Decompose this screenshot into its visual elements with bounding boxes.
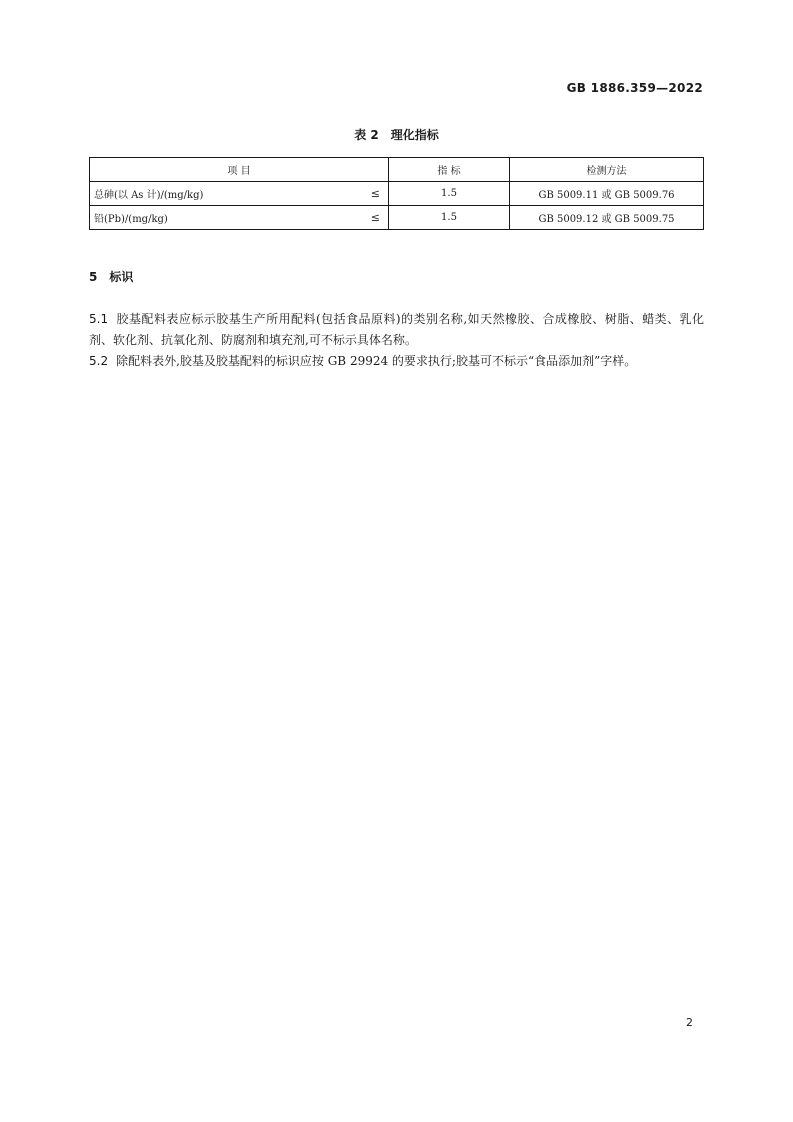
column-header-index: 指 标	[389, 158, 510, 182]
section-heading	[89, 268, 133, 285]
row-index-value: 1.5	[389, 182, 510, 206]
row-item-cell	[90, 182, 389, 206]
table-caption-title: 理化指标	[390, 128, 439, 142]
less-equal-symbol: ≤	[370, 211, 380, 224]
row-test-method: GB 5009.12 或 GB 5009.75	[510, 206, 704, 230]
page-number: 2	[686, 1016, 693, 1029]
column-header-method: 检测方法	[510, 158, 704, 182]
table-row	[90, 206, 704, 230]
less-equal-symbol: ≤	[370, 187, 380, 200]
clause-5-2	[89, 351, 704, 372]
row-index-value: 1.5	[389, 206, 510, 230]
clause-text: 胶基配料表应标示胶基生产所用配料(包括食品原料)的类别名称,如天然橡胶、合成橡胶、树脂、蜡类、乳化剂、软化剂、抗氧化剂、防腐剂和填充剂,可不标示具体名称。	[89, 312, 704, 347]
clause-5-1	[89, 309, 704, 351]
row-item-name: 总砷(以 As 计)/(mg/kg)	[94, 190, 204, 201]
table-row	[90, 182, 704, 206]
standard-number: GB 1886.359—2022	[566, 81, 703, 95]
table-header-row	[90, 158, 704, 182]
row-test-method: GB 5009.11 或 GB 5009.76	[510, 182, 704, 206]
column-header-item: 项 目	[90, 158, 389, 182]
section-title: 标识	[109, 270, 134, 284]
row-item-cell	[90, 206, 389, 230]
table-caption	[0, 126, 793, 143]
table-caption-number: 表 2	[354, 128, 379, 142]
clause-text: 除配料表外,胶基及胶基配料的标识应按 GB 29924 的要求执行;胶基可不标示“食品添加剂”字样。	[116, 354, 637, 368]
row-item-name: 铅(Pb)/(mg/kg)	[94, 214, 168, 225]
clause-number: 5.2	[89, 354, 109, 368]
physicochemical-indices-table	[89, 157, 704, 230]
clause-number: 5.1	[89, 312, 109, 326]
section-number: 5	[89, 270, 98, 284]
